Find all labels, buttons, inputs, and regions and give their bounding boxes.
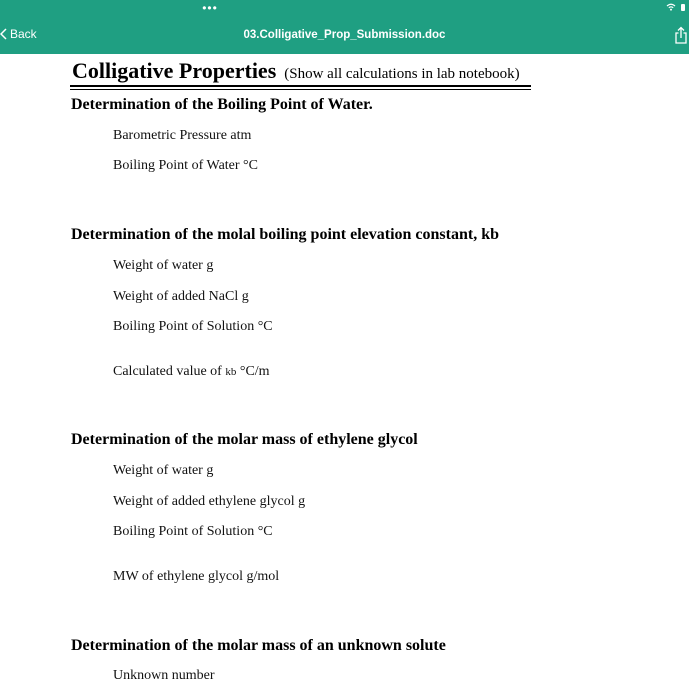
field-weight-water-2: Weight of water g xyxy=(113,463,214,478)
field-barometric-pressure: Barometric Pressure atm xyxy=(113,128,252,143)
top-bar xyxy=(0,0,689,54)
page-title-note: (Show all calculations in lab notebook) xyxy=(284,66,520,82)
calc-kb-suffix: °C/m xyxy=(236,364,270,379)
section-title-kb: Determination of the molal boiling point elevation constant, kb xyxy=(71,226,500,243)
share-button[interactable] xyxy=(675,26,687,49)
field-boiling-point-solution: Boiling Point of Solution °C xyxy=(113,319,273,334)
field-boiling-point-water: Boiling Point of Water °C xyxy=(113,158,258,173)
calc-kb-symbol: kb xyxy=(225,366,237,378)
page-title xyxy=(72,58,520,84)
battery-icon xyxy=(681,4,685,11)
field-mw-ethylene-glycol: MW of ethylene glycol g/mol xyxy=(113,569,280,584)
status-icons xyxy=(666,3,685,11)
section-title-unknown-solute: Determination of the molar mass of an unknown solute xyxy=(71,637,446,654)
field-calculated-kb xyxy=(113,364,270,380)
field-unknown-number: Unknown number xyxy=(113,668,215,683)
section-title-boiling-point: Determination of the Boiling Point of Water. xyxy=(71,96,373,113)
section-title-ethylene-glycol: Determination of the molar mass of ethylene glycol xyxy=(71,431,418,448)
share-icon xyxy=(675,26,687,44)
calc-kb-prefix: Calculated value of xyxy=(113,364,226,379)
field-weight-ethylene-glycol: Weight of added ethylene glycol g xyxy=(113,494,306,509)
title-underline xyxy=(70,85,531,87)
title-underline-second xyxy=(70,89,531,90)
field-boiling-point-solution-2: Boiling Point of Solution °C xyxy=(113,524,273,539)
field-weight-water: Weight of water g xyxy=(113,258,214,273)
back-label: Back xyxy=(10,27,37,41)
document-page xyxy=(0,54,689,700)
multitasking-dots[interactable]: ••• xyxy=(202,1,218,15)
document-title: 03.Colligative_Prop_Submission.doc xyxy=(243,29,446,41)
field-weight-nacl: Weight of added NaCl g xyxy=(113,289,249,304)
page-title-text: Colligative Properties xyxy=(72,58,277,83)
wifi-icon xyxy=(666,3,676,11)
